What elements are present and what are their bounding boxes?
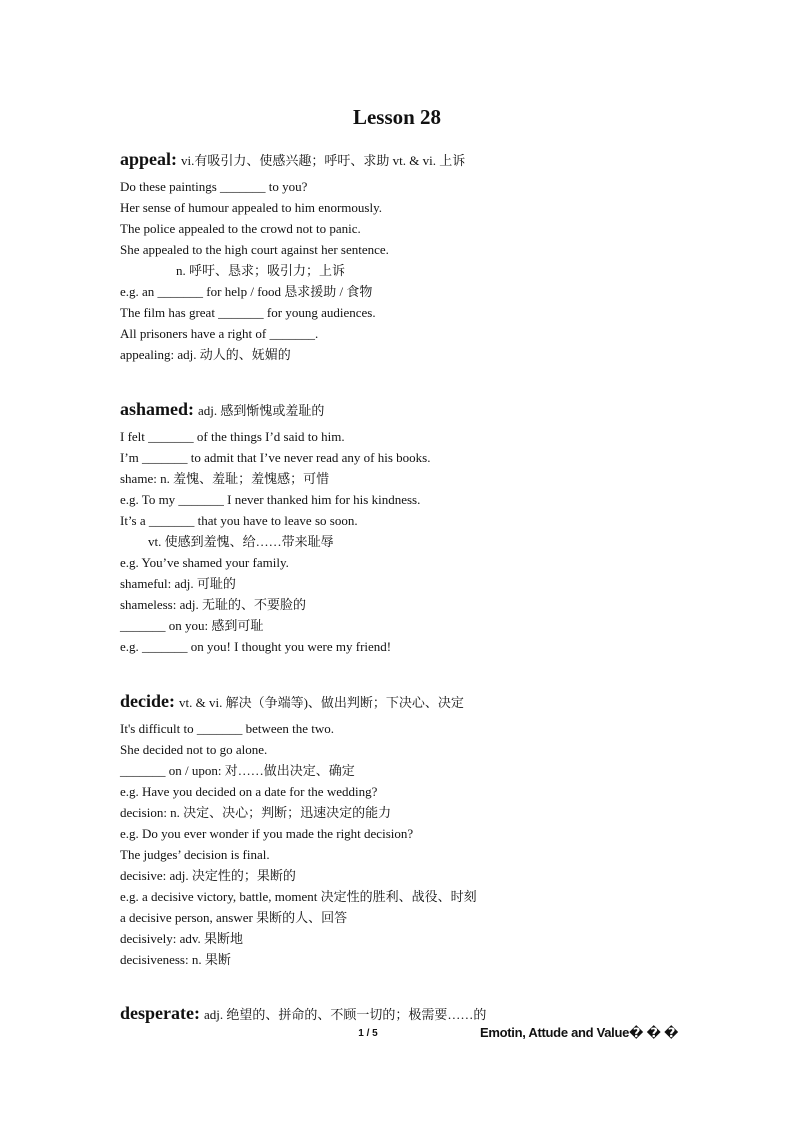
entry-line: e.g. You’ve shamed your family. xyxy=(120,555,289,570)
entry-line: All prisoners have a right of _______. xyxy=(120,326,319,341)
entry-line: e.g. _______ on you! I thought you were my friend! xyxy=(120,639,392,654)
entry-line: n. 呼吁、恳求；吸引力；上诉 xyxy=(176,263,346,278)
entry-line: e.g. a decisive victory, battle, moment 决定性的胜利、战役、时刻 xyxy=(120,889,477,904)
entry-line: _______ on / upon: 对……做出决定、确定 xyxy=(120,763,355,778)
entry-line: _______ on you: 感到可耻 xyxy=(120,618,264,633)
entry-ashamed xyxy=(120,395,720,657)
headword-definition: vi.有吸引力、使感兴趣；呼吁、求助 vt. & vi. 上诉 xyxy=(181,153,466,168)
headword: appeal: xyxy=(120,149,178,169)
page-number: 1 / 5 xyxy=(358,1028,378,1039)
entry-line: shameless: adj. 无耻的、不要脸的 xyxy=(120,597,306,612)
entry-line: I felt _______ of the things I’d said to him. xyxy=(120,429,345,444)
entry-line: Her sense of humour appealed to him enormously. xyxy=(120,200,382,215)
entry-heading xyxy=(120,999,720,1027)
entry-line: decisive: adj. 决定性的；果断的 xyxy=(120,868,296,883)
headword-definition: adj. 感到惭愧或羞耻的 xyxy=(198,403,325,418)
headword: decide: xyxy=(120,691,175,711)
entry-line: The police appealed to the crowd not to panic. xyxy=(120,221,361,236)
entry-heading xyxy=(120,395,720,423)
entry-line: The film has great _______ for young audiences. xyxy=(120,305,376,320)
entry-line: It's difficult to _______ between the two. xyxy=(120,721,335,736)
footer-brand: Emotin, Attude and Value� � � xyxy=(480,1025,679,1040)
entry-line: e.g. Do you ever wonder if you made the right decision? xyxy=(120,826,414,841)
entry-line: decision: n. 决定、决心；判断；迅速决定的能力 xyxy=(120,805,392,820)
entry-heading xyxy=(120,145,720,173)
entry-line: decisively: adv. 果断地 xyxy=(120,931,243,946)
entry-line: The judges’ decision is final. xyxy=(120,847,270,862)
entry-line: appealing: adj. 动人的、妩媚的 xyxy=(120,347,291,362)
entry-line: decisiveness: n. 果断 xyxy=(120,952,231,967)
page-title: Lesson 28 xyxy=(352,105,442,129)
entry-desperate xyxy=(120,999,720,1027)
entry-line: e.g. Have you decided on a date for the wedding? xyxy=(120,784,378,799)
entry-line: Do these paintings _______ to you? xyxy=(120,179,308,194)
entry-line: shame: n. 羞愧、羞耻；羞愧感；可惜 xyxy=(120,471,330,486)
entry-decide xyxy=(120,687,720,970)
entry-appeal xyxy=(120,145,720,365)
entry-line: e.g. an _______ for help / food 恳求援助 / 食物 xyxy=(120,284,373,299)
entry-line: It’s a _______ that you have to leave so soon. xyxy=(120,513,358,528)
headword: ashamed: xyxy=(120,399,195,419)
entry-line: e.g. To my _______ I never thanked him for his kindness. xyxy=(120,492,421,507)
entry-line: She appealed to the high court against her sentence. xyxy=(120,242,389,257)
entry-line: vt. 使感到羞愧、给……带来耻辱 xyxy=(148,534,334,549)
headword: desperate: xyxy=(120,1003,200,1023)
entry-heading xyxy=(120,687,720,715)
entry-line: shameful: adj. 可耻的 xyxy=(120,576,236,591)
headword-definition: vt. & vi. 解决（争端等)、做出判断；下决心、决定 xyxy=(178,695,464,710)
entry-line: a decisive person, answer 果断的人、回答 xyxy=(120,910,348,925)
headword-definition: adj. 绝望的、拼命的、不顾一切的；极需要……的 xyxy=(203,1007,487,1022)
entry-line: She decided not to go alone. xyxy=(120,742,268,757)
entry-line: I’m _______ to admit that I’ve never read any of his books. xyxy=(120,450,431,465)
